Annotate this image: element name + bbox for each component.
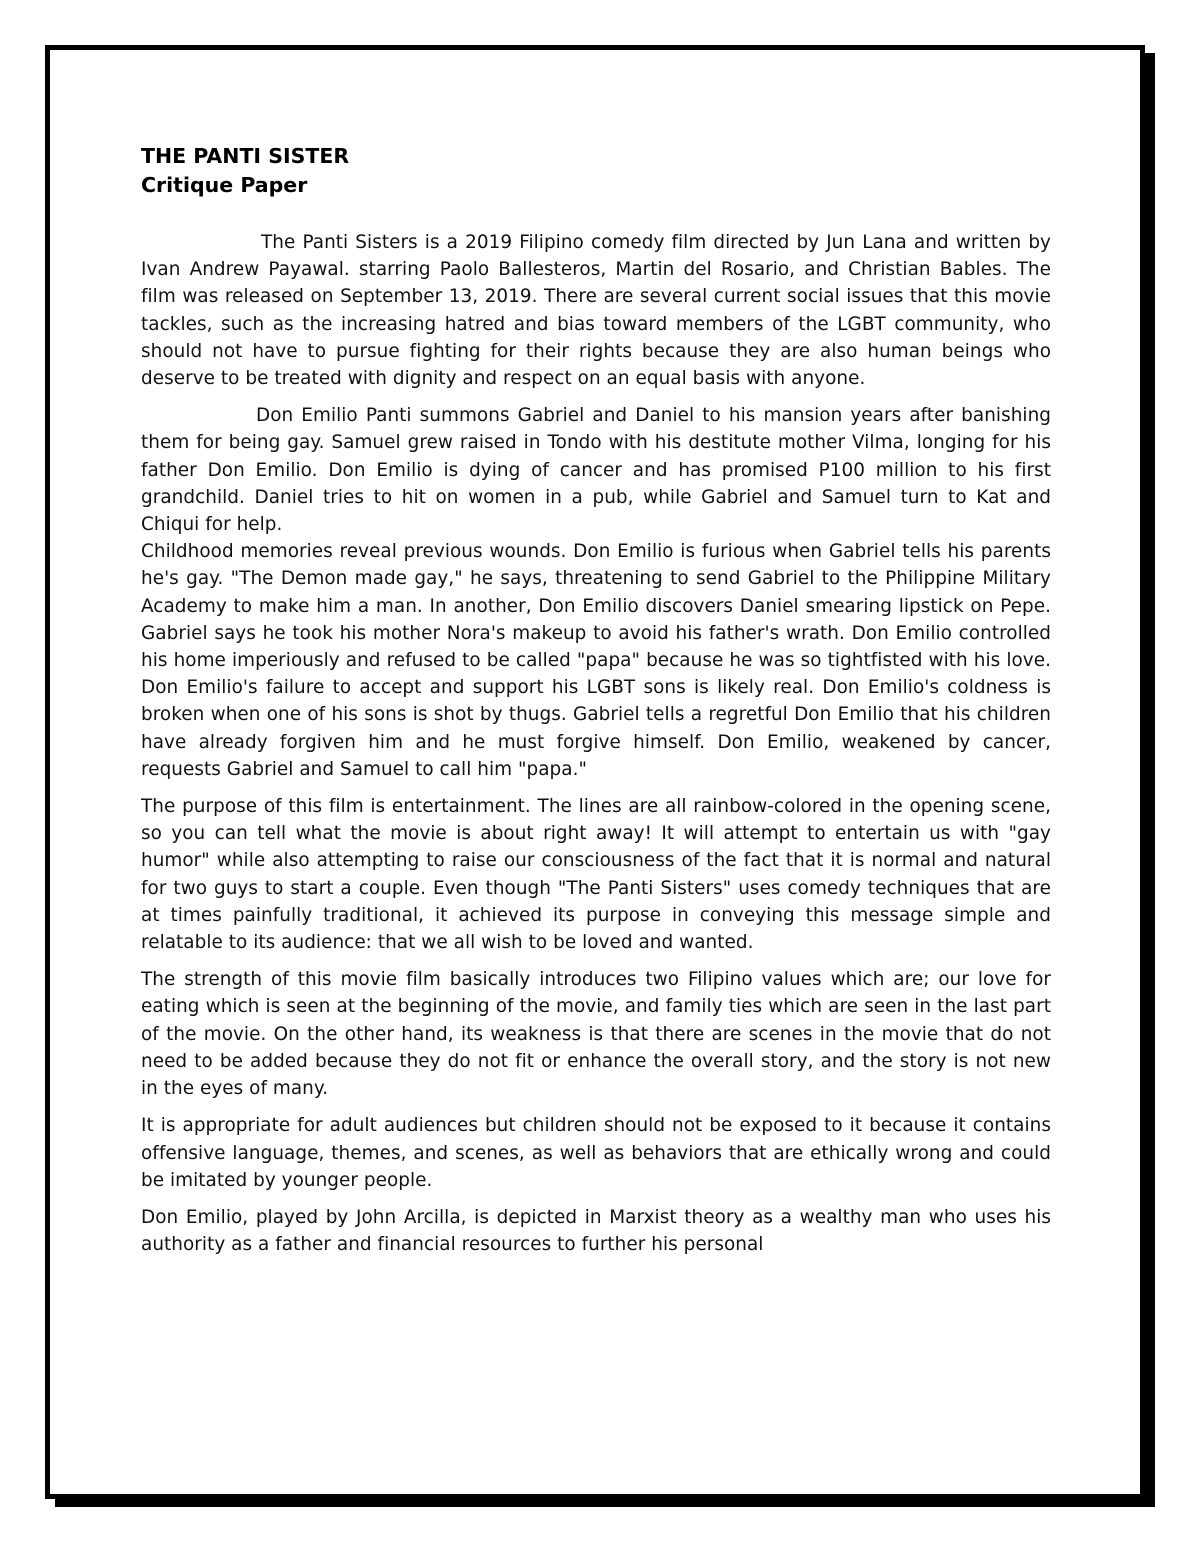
document-title: THE PANTI SISTER — [141, 144, 350, 168]
paragraph-memories: Childhood memories reveal previous wounds. Don Emilio is furious when Gabriel tells his parents he's gay. "The Demon made gay," he says, threatening to send Gabriel to the Philippine Military Academy to make him a man. In another, Don Emilio discovers Daniel smearing lipstick on Pepe. Gabriel says he took his mother Nora's makeup to avoid his father's wrath. Don Emilio controlled his home imperiously and refused to be called "papa" because he was so tightfisted with his love. Don Emilio's failure to accept and support his LGBT sons is likely real. Don Emilio's coldness is broken when one of his sons is shot by thugs. Gabriel tells a regretful Don Emilio that his children have already forgiven him and he must forgive himself. Don Emilio, weakened by cancer, requests Gabriel and Samuel to call him "papa." — [141, 541, 1051, 780]
paragraph-purpose: The purpose of this film is entertainment. The lines are all rainbow-colored in the opening scene, so you can tell what the movie is about right away! It will attempt to entertain us with "gay humor" while also attempting to raise our consciousness of the fact that it is normal and natural for two guys to start a couple. Even though "The Panti Sisters" uses comedy techniques that are at times painfully traditional, it achieved its purpose in conveying this message simple and relatable to its audience: that we all wish to be loved and wanted. — [141, 796, 1051, 954]
paragraph-audience: It is appropriate for adult audiences but children should not be exposed to it because it contains offensive language, themes, and scenes, as well as behaviors that are ethically wrong and could be imitated by younger people. — [141, 1115, 1051, 1191]
document-content — [141, 142, 1051, 1258]
document-subtitle: Critique Paper — [141, 173, 308, 197]
paragraph-intro: The Panti Sisters is a 2019 Filipino comedy film directed by Jun Lana and written by Ivan Andrew Payawal. starring Paolo Ballesteros, Martin del Rosario, and Christian Bables. The film was released on September 13, 2019. There are several current social issues that this movie tackles, such as the increasing hatred and bias toward members of the LGBT community, who should not have to pursue fighting for their rights because they are also human beings who deserve to be treated with dignity and respect on an equal basis with anyone. — [141, 232, 1051, 390]
paragraph-plot: Don Emilio Panti summons Gabriel and Daniel to his mansion years after banishing them for being gay. Samuel grew raised in Tondo with his destitute mother Vilma, longing for his father Don Emilio. Don Emilio is dying of cancer and has promised P100 million to his first grandchild. Daniel tries to hit on women in a pub, while Gabriel and Samuel turn to Kat and Chiqui for help. — [141, 405, 1051, 536]
paragraph-strength-weakness: The strength of this movie film basically introduces two Filipino values which are; our love for eating which is seen at the beginning of the movie, and family ties which are seen in the last part of the movie. On the other hand, its weakness is that there are scenes in the movie that do not need to be added because they do not fit or enhance the overall story, and the story is not new in the eyes of many. — [141, 969, 1051, 1100]
paragraph-marxist: Don Emilio, played by John Arcilla, is depicted in Marxist theory as a wealthy man who uses his authority as a father and financial resources to further his personal — [141, 1206, 1051, 1256]
